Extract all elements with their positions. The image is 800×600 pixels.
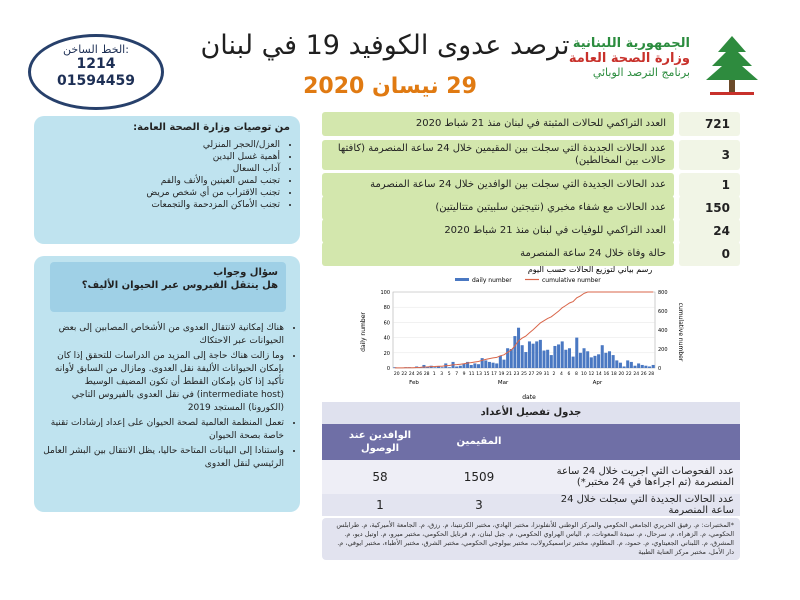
daily-bar bbox=[604, 353, 607, 368]
republic-name: الجمهورية اللبنانية bbox=[572, 36, 690, 51]
y2-tick-label: 0 bbox=[658, 366, 662, 372]
daily-bar bbox=[593, 356, 596, 368]
x-tick-label: 25 bbox=[521, 372, 527, 377]
daily-bar bbox=[553, 346, 556, 368]
stat-value: 1 bbox=[679, 173, 740, 197]
hotline-label: الخط الساخن: bbox=[63, 43, 129, 56]
stat-row-new-residents bbox=[322, 140, 740, 170]
daily-bar bbox=[568, 348, 571, 368]
stat-label: العدد التراكمي للوفيات في لبنان منذ 21 شباط 2020 bbox=[322, 219, 674, 243]
daily-bar bbox=[590, 357, 593, 368]
y-tick-label: 20 bbox=[383, 350, 390, 357]
y-tick-label: 80 bbox=[383, 305, 390, 312]
qa-header bbox=[50, 262, 286, 312]
daily-bar bbox=[546, 350, 549, 368]
y-tick-label: 0 bbox=[386, 366, 390, 372]
x-tick-label: 20 bbox=[618, 372, 625, 377]
daily-bar bbox=[630, 362, 633, 368]
stat-row-total-cases bbox=[322, 112, 740, 136]
stat-label: العدد التراكمي للحالات المثبتة في لبنان منذ 21 شباط 2020 bbox=[322, 112, 674, 136]
cedar-logo-icon bbox=[704, 34, 760, 96]
daily-bar bbox=[488, 362, 491, 368]
chart-title: رسم بياني لتوزيع الحالات حسب اليوم bbox=[527, 265, 653, 274]
daily-bar bbox=[637, 363, 640, 368]
ministry-logo-text bbox=[560, 36, 690, 79]
daily-bar bbox=[448, 367, 451, 368]
row-label: عدد الفحوصات التي اجريت خلال 24 ساعة المنصرمة (تم اجراءها في 24 مختبر*) bbox=[556, 466, 734, 488]
page-title: ترصد عدوى الكوفيد 19 في لبنان bbox=[200, 30, 570, 61]
x-tick-label: 22 bbox=[625, 372, 632, 377]
x-tick-label: 1 bbox=[432, 372, 436, 377]
qa-question: هل ينتقل الفيروس عبر الحيوان الأليف؟ bbox=[81, 280, 278, 291]
daily-bar bbox=[564, 350, 567, 368]
daily-bar bbox=[495, 363, 498, 368]
daily-bar bbox=[535, 341, 538, 368]
legend-cumulative-label: cumulative number bbox=[542, 277, 601, 284]
list-item: • أهمية غسل اليدين bbox=[40, 151, 280, 163]
daily-bar bbox=[532, 344, 535, 368]
detail-table-header bbox=[322, 424, 740, 460]
chart-legend bbox=[455, 277, 601, 284]
col-residents: المقيمين bbox=[456, 436, 502, 447]
y2-tick-label: 200 bbox=[658, 347, 668, 353]
daily-bar bbox=[484, 360, 487, 368]
list-item: • العزل/الحجر المنزلي bbox=[40, 139, 280, 151]
list-item: • تعمل المنظمة العالمية لصحة الحيوان على إعداد إرشادات تقنية خاصة بصحة الحيوان bbox=[40, 417, 284, 443]
x-tick-label: 20 bbox=[393, 372, 400, 377]
daily-bar bbox=[473, 363, 476, 368]
x-tick-label: 4 bbox=[559, 372, 563, 377]
x-tick-label: 28 bbox=[423, 372, 430, 377]
qa-heading: سؤال وجواب bbox=[213, 267, 278, 278]
daily-bar bbox=[579, 353, 582, 368]
list-item: • تجنب لمس العينين والأنف والفم bbox=[40, 175, 280, 187]
legend-daily-label: daily number bbox=[472, 277, 512, 284]
stat-value: 3 bbox=[679, 140, 740, 170]
x-tick-label: 8 bbox=[574, 372, 578, 377]
daily-bar bbox=[492, 363, 495, 368]
month-label: Feb bbox=[409, 380, 419, 386]
x-axis-label: date bbox=[522, 394, 536, 401]
daily-bar bbox=[441, 367, 444, 368]
x-tick-label: 6 bbox=[567, 372, 571, 377]
y-axis-label: daily number bbox=[360, 312, 367, 352]
daily-bar bbox=[619, 363, 622, 368]
daily-bar bbox=[608, 351, 611, 368]
x-tick-label: 16 bbox=[603, 372, 610, 377]
daily-bar bbox=[652, 365, 655, 368]
x-tick-label: 15 bbox=[483, 372, 490, 377]
x-tick-label: 27 bbox=[528, 372, 535, 377]
y2-tick-label: 600 bbox=[658, 309, 668, 315]
daily-bar bbox=[499, 356, 502, 368]
x-tick-label: 18 bbox=[610, 372, 617, 377]
plot-frame bbox=[393, 292, 655, 368]
x-tick-label: 2 bbox=[552, 372, 556, 377]
list-item: • آداب السعال bbox=[40, 163, 280, 175]
hotline-number-2: 01594459 bbox=[57, 73, 135, 89]
list-item: • تجنب الأماكن المزدحمة والتجمعات bbox=[40, 199, 280, 211]
daily-bar bbox=[561, 341, 564, 368]
daily-bar bbox=[539, 340, 542, 368]
daily-cases-chart bbox=[355, 262, 685, 402]
stat-value: 24 bbox=[679, 219, 740, 243]
detail-table-title: جدول تفصيل الأعداد bbox=[322, 402, 740, 424]
x-tick-label: 14 bbox=[595, 372, 602, 377]
x-tick-label: 21 bbox=[506, 372, 512, 377]
x-tick-label: 31 bbox=[543, 372, 550, 377]
legend-daily-swatch bbox=[455, 278, 469, 281]
daily-bar bbox=[597, 354, 600, 368]
x-tick-label: 19 bbox=[498, 372, 505, 377]
y2-axis-label: cumulative number bbox=[677, 302, 684, 362]
row-residents: 1509 bbox=[463, 470, 495, 484]
x-tick-label: 28 bbox=[648, 372, 655, 377]
daily-bar bbox=[477, 364, 480, 368]
recommendations-list bbox=[40, 139, 280, 211]
daily-bar bbox=[641, 365, 644, 368]
daily-bar bbox=[502, 360, 505, 368]
list-item: • تجنب الاقتراب من أي شخص مريض bbox=[40, 187, 280, 199]
list-item: • وما زالت هناك حاجة إلى المزيد من الدراسات للتحقق إذا كان بإمكان الحيوانات الأليفة نقل العدوى. ومازال من السابق لأوانه تأكيد إذا كان بإمكان القطط أن تكون المضيف الوسيط (intermediate host) في نقل العدوى بالفيروس التاجي (الكورونا) المستجد 2019 bbox=[40, 350, 284, 415]
row-label: عدد الحالات الجديدة التي سجلت خلال 24 ساعة المنصرمة bbox=[560, 494, 734, 516]
daily-bar bbox=[521, 345, 524, 368]
daily-bar bbox=[583, 348, 586, 368]
daily-bar bbox=[615, 360, 618, 368]
x-tick-label: 7 bbox=[455, 372, 459, 377]
x-tick-label: 22 bbox=[401, 372, 408, 377]
x-tick-label: 24 bbox=[633, 372, 640, 377]
qa-answers bbox=[40, 322, 296, 473]
table-row bbox=[322, 494, 740, 516]
stat-row-recovered bbox=[322, 196, 740, 220]
daily-bar bbox=[644, 366, 647, 368]
table-row bbox=[322, 460, 740, 494]
month-label: Mar bbox=[497, 380, 509, 386]
row-arrivals: 1 bbox=[376, 498, 384, 512]
stat-label: عدد الحالات مع شفاء مخبري (نتيجتين سلبيتين متتاليتين) bbox=[322, 196, 674, 220]
x-tick-label: 9 bbox=[462, 372, 466, 377]
y2-tick-label: 400 bbox=[658, 328, 668, 334]
x-tick-label: 13 bbox=[476, 372, 482, 377]
daily-bar bbox=[626, 360, 629, 368]
col-arrivals: الوافدين عند الوصول bbox=[348, 430, 412, 454]
daily-bar bbox=[513, 336, 516, 368]
stat-value: 0 bbox=[679, 242, 740, 266]
stat-row-total-deaths bbox=[322, 219, 740, 243]
x-tick-label: 26 bbox=[416, 372, 423, 377]
x-tick-label: 3 bbox=[440, 372, 444, 377]
daily-bar bbox=[433, 367, 436, 368]
daily-bar bbox=[623, 366, 626, 368]
daily-bar bbox=[633, 366, 636, 368]
daily-bar bbox=[517, 328, 520, 368]
daily-bar bbox=[542, 351, 545, 368]
hotline-number-1: 1214 bbox=[76, 56, 116, 72]
row-arrivals: 58 bbox=[372, 470, 388, 484]
stat-value: 721 bbox=[679, 112, 740, 136]
stat-row-new-arrivals bbox=[322, 173, 740, 197]
x-tick-label: 29 bbox=[536, 372, 542, 377]
x-tick-label: 11 bbox=[468, 372, 475, 377]
recommendations-box bbox=[34, 116, 300, 244]
report-date: 29 نيسان 2020 bbox=[303, 74, 477, 99]
labs-footnote: *المختبرات: م. رفيق الحريري الجامعي الحكومي والمركز الوطني للأنفلونزا، مختبر الهادي، مختبر الكرنتينا، م. رزق، م. الجامعة الأميركية، م. طرابلس الحكومي، م. الزهراء، م. سرحال، م. سيدة المعونات، م. الياس الهراوي الحكومي، م. جبل لبنان، م. قرنايل الحكومي، مختبر ميرو، م. اوتيل ديو، م. المشرق، م. اللبناني الجعيتاوي، م. حمود، م. المظلوم، مختبر تراسميكرولاب، مختبر بيولوجي الحكومي، مختبر الشرق، مختبر الأطباء، مختبر ايوفي، م. دار الأمل، مختبر مركز العناية الطبية bbox=[322, 518, 740, 560]
row-residents: 3 bbox=[475, 498, 483, 512]
y-tick-label: 60 bbox=[383, 320, 390, 327]
y-tick-label: 100 bbox=[380, 290, 390, 296]
daily-bar bbox=[575, 338, 578, 368]
stat-label: عدد الحالات الجديدة التي سجلت بين الوافدين خلال 24 ساعة المنصرمة bbox=[322, 173, 674, 197]
stat-label: حالة وفاة خلال 24 ساعة المنصرمة bbox=[322, 242, 674, 266]
daily-bar bbox=[550, 355, 553, 368]
daily-bar bbox=[586, 351, 589, 368]
daily-bar bbox=[572, 357, 575, 368]
daily-bar bbox=[510, 349, 513, 368]
month-label: Apr bbox=[592, 380, 603, 386]
x-tick-label: 24 bbox=[408, 372, 415, 377]
x-tick-label: 10 bbox=[581, 372, 587, 377]
x-tick-label: 5 bbox=[447, 372, 451, 377]
stat-label: عدد الحالات الجديدة التي سجلت بين المقيمين خلال 24 ساعة المنصرمة (كافتها حالات بين المخالطين) bbox=[322, 140, 674, 170]
daily-bar bbox=[455, 366, 458, 368]
y2-tick-label: 800 bbox=[658, 290, 668, 296]
x-tick-label: 12 bbox=[588, 372, 595, 377]
hotline-badge bbox=[28, 34, 164, 110]
recommendations-title: من توصيات وزارة الصحة العامة: bbox=[133, 122, 290, 133]
daily-bar bbox=[601, 345, 604, 368]
program-name: برنامج الترصد الوبائي bbox=[592, 66, 690, 79]
stat-value: 150 bbox=[679, 196, 740, 220]
daily-bar bbox=[557, 344, 560, 368]
list-item: • واستنادا إلى البيانات المتاحة حاليا، يظل الانتقال بين البشر العامل الرئيسي لنقل العدوى bbox=[40, 445, 284, 471]
daily-bar bbox=[459, 366, 462, 368]
y-tick-label: 40 bbox=[383, 335, 390, 342]
daily-bar bbox=[470, 365, 473, 368]
x-tick-label: 26 bbox=[640, 372, 647, 377]
daily-bar bbox=[528, 341, 531, 368]
daily-bar bbox=[524, 352, 527, 368]
list-item: • هناك إمكانية لانتقال العدوى من الأشخاص المصابين إلى بعض الحيوانات عبر الاحتكاك bbox=[40, 322, 284, 348]
ministry-name: وزارة الصحة العامة bbox=[568, 51, 690, 66]
x-tick-label: 23 bbox=[513, 372, 520, 377]
daily-bar bbox=[648, 366, 651, 368]
daily-bar bbox=[612, 355, 615, 368]
x-tick-label: 17 bbox=[491, 372, 497, 377]
